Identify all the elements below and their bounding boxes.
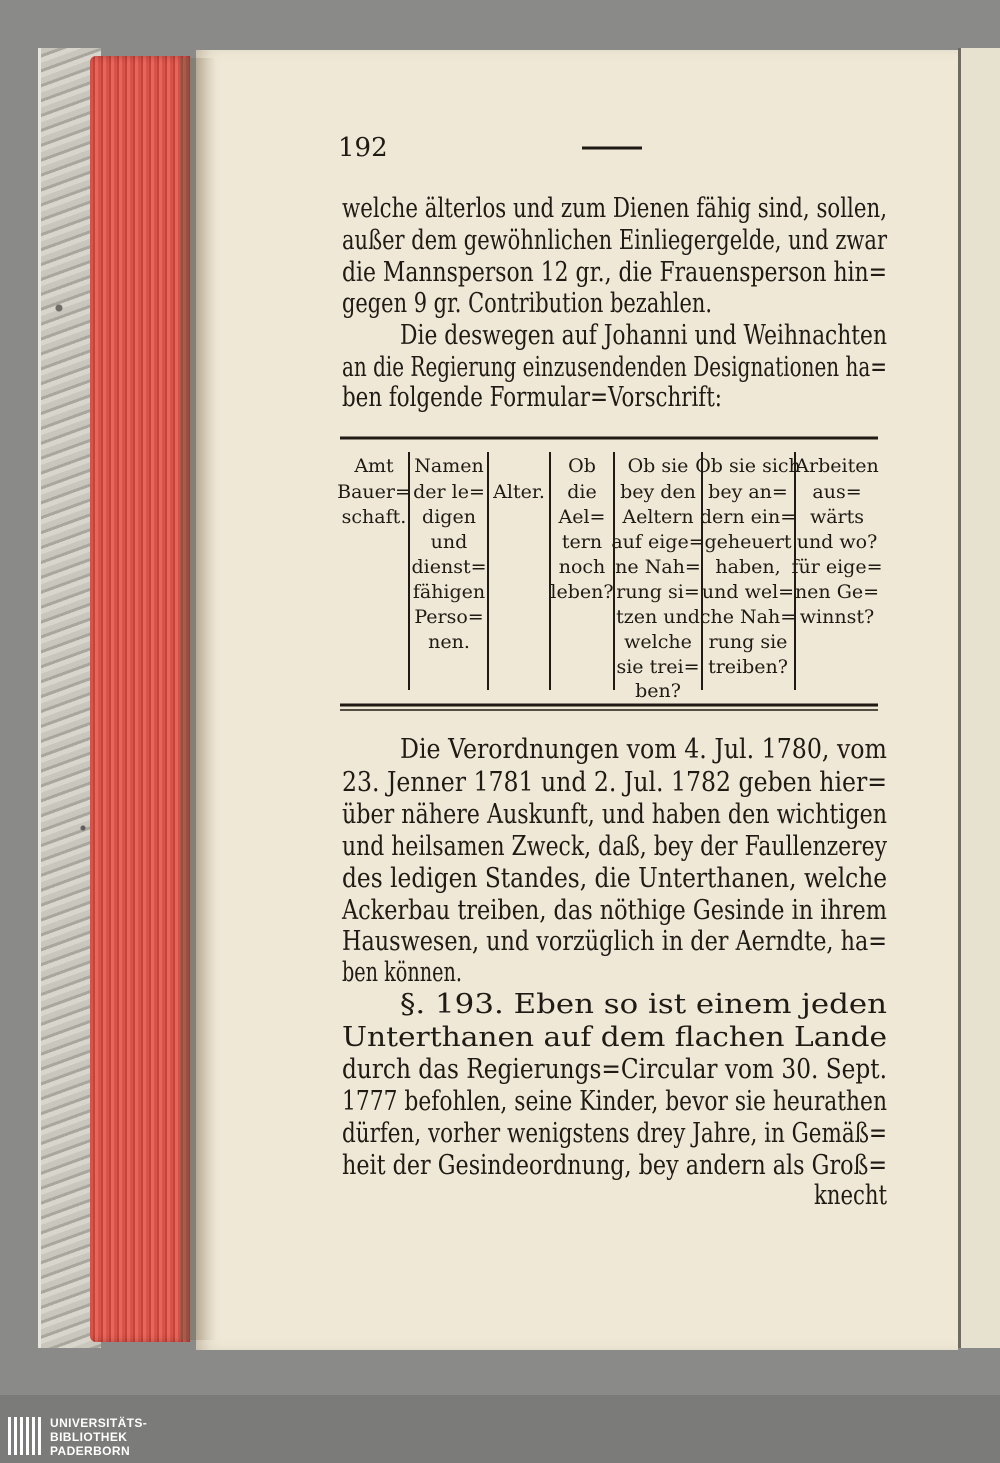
library-logo <box>8 1415 147 1458</box>
column-bey-andern <box>695 455 801 678</box>
text-line: Die Verordnungen vom 4. Jul. 1780, vom <box>400 734 887 765</box>
table-cell: für eige= <box>791 556 883 578</box>
column-namen <box>411 455 486 653</box>
table-cell: dienst= <box>411 556 487 578</box>
formular-table <box>337 438 882 710</box>
table-cell: schaft. <box>341 506 407 528</box>
table-cell: Bauer= <box>337 481 411 503</box>
text-line: die Mannsperson 12 gr., die Frauensperson hin= <box>342 257 887 288</box>
text-line: durch das Regierungs=Circular vom 30. Sept. <box>342 1054 887 1085</box>
text-line: gegen 9 gr. Contribution bezahlen. <box>342 288 712 319</box>
table-cell: ben? <box>635 680 681 702</box>
text-line: des ledigen Standes, die Unterthanen, welche <box>342 863 887 894</box>
text-line: dürfen, vorher wenigstens drey Jahre, in Gemäß= <box>342 1118 887 1149</box>
table-cell: Amt <box>354 455 394 477</box>
table-cell: Ael= <box>558 506 606 528</box>
table-cell: rung sie <box>708 631 788 653</box>
verordnungen-paragraph <box>341 734 887 988</box>
table-cell: noch <box>558 556 606 578</box>
table-cell: fähigen <box>412 581 486 603</box>
text-line: an die Regierung einzusendenden Designationen ha= <box>342 352 887 383</box>
table-cell: und <box>430 531 468 553</box>
table-cell: bey an= <box>708 481 788 503</box>
table-cell: tern <box>561 531 603 553</box>
text-line: Die deswegen auf Johanni und Weihnachten <box>400 320 887 351</box>
table-cell: Perso= <box>414 606 484 628</box>
text-line: welche älterlos und zum Dienen fähig sind, sollen, <box>342 193 887 224</box>
table-cell: leben? <box>550 581 614 603</box>
table-cell: welche <box>624 631 692 653</box>
table-cell: Alter. <box>493 481 545 503</box>
text-line: und heilsamen Zweck, daß, bey der Faullenzerey <box>342 831 888 862</box>
column-aeltern-leben <box>550 455 613 603</box>
table-cell: Namen <box>414 455 484 477</box>
table-cell: winnst? <box>799 606 875 628</box>
table-cell: auf eige= <box>611 531 705 553</box>
table-cell: Ob sie <box>627 455 689 477</box>
table-cell: nen Ge= <box>794 581 880 603</box>
table-cell: und wel= <box>701 581 795 603</box>
text-line: heit der Gesindeordnung, bey andern als Groß= <box>342 1150 887 1181</box>
table-cell: aus= <box>812 481 862 503</box>
table-cell: bey den <box>620 481 696 503</box>
catchword: knecht <box>814 1180 888 1211</box>
table-cell: geheuert <box>704 531 792 553</box>
table-cell: dern ein= <box>699 506 797 528</box>
text-line: außer dem gewöhnlichen Einliegergelde, und zwar <box>342 225 888 256</box>
text-line: ben folgende Formular=Vorschrift: <box>342 382 722 413</box>
library-logo-line: BIBLIOTHEK <box>50 1430 128 1444</box>
table-cell: ne Nah= <box>615 556 701 578</box>
text-line: Unterthanen auf dem flachen Lande <box>342 1022 887 1053</box>
table-cell: der le= <box>413 481 485 503</box>
table-cell: Aeltern <box>622 506 694 528</box>
text-line: Ackerbau treiben, das nöthige Gesinde in ihrem <box>341 895 887 926</box>
text-line: 23. Jenner 1781 und 2. Jul. 1782 geben hier= <box>342 767 887 798</box>
table-cell: nen. <box>428 631 470 653</box>
library-logo-line: UNIVERSITÄTS- <box>50 1416 148 1430</box>
lead-paragraph <box>342 320 887 413</box>
library-logo-icon <box>8 1417 41 1455</box>
text-line: §. 193. Eben so ist einem jeden <box>400 989 887 1020</box>
column-alter <box>492 481 545 503</box>
column-bey-aeltern <box>611 455 704 702</box>
text-line: 1777 befohlen, seine Kinder, bevor sie heurathen <box>342 1086 887 1117</box>
table-cell: Arbeiten <box>795 455 879 477</box>
intro-paragraph <box>342 193 887 319</box>
table-cell: treiben? <box>708 656 788 678</box>
table-cell: rung si= <box>616 581 700 603</box>
table-cell: tzen und <box>616 606 700 628</box>
text-line: ben können. <box>342 957 462 988</box>
table-cell: che Nah= <box>699 606 797 628</box>
table-cell: die <box>567 481 597 503</box>
table-cell: wärts <box>809 506 865 528</box>
table-cell: haben, <box>715 556 781 578</box>
text-line: Hauswesen, und vorzüglich in der Aerndte, ha= <box>342 926 887 957</box>
text-line: über nähere Auskunft, und haben den wichtigen <box>342 799 887 830</box>
section-193-paragraph <box>342 989 887 1211</box>
library-logo-line: PADERBORN <box>50 1444 131 1458</box>
column-amt <box>337 455 411 528</box>
table-cell: sie trei= <box>616 656 700 678</box>
table-cell: Ob sie sich <box>695 455 801 477</box>
table-cell: Ob <box>568 455 596 477</box>
column-arbeiten <box>791 455 882 628</box>
page-number: 192 <box>338 133 388 163</box>
table-cell: digen <box>422 506 476 528</box>
table-cell: und wo? <box>796 531 878 553</box>
